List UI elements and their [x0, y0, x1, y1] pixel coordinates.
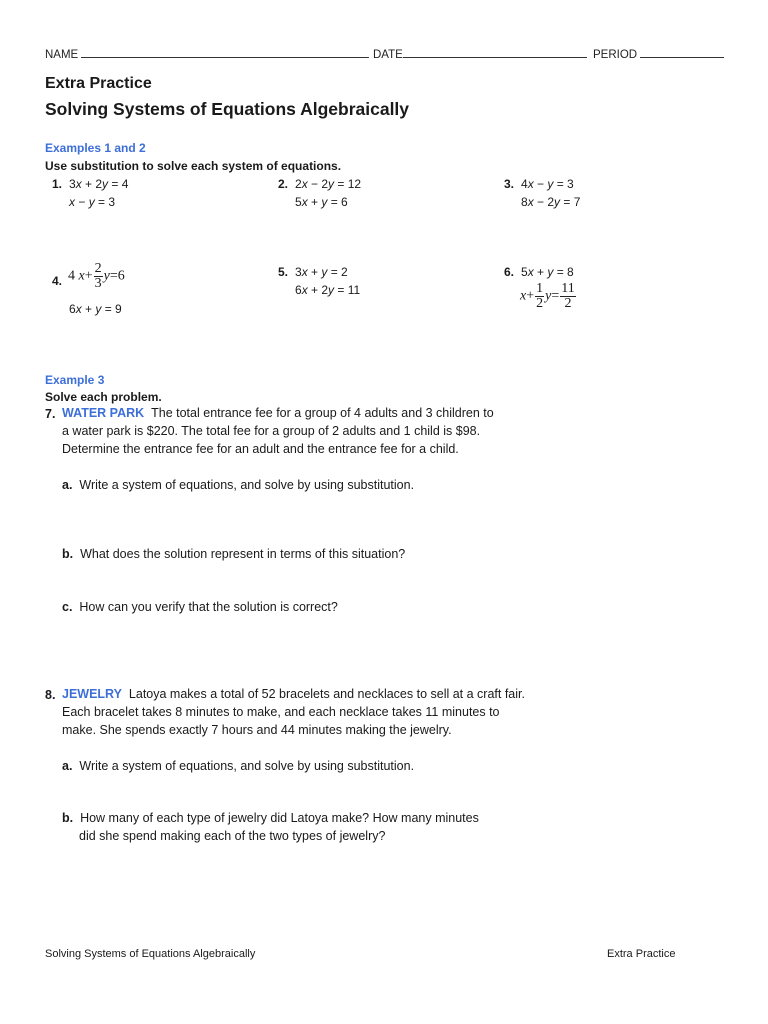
name-blank[interactable]: [81, 46, 369, 58]
problem-1-number: 1.: [52, 177, 63, 191]
problem-4-eq1: 4 x+ $\frac{2}{3}$ y=6: [68, 261, 125, 291]
fraction-one-half: $\frac{1}{2}$: [536, 281, 544, 311]
fraction-eleven-halves: $\frac{11}{2}$: [561, 281, 575, 311]
problem-3-eq2: 8x − 2y = 7: [521, 195, 581, 209]
problem-6-number: 6.: [504, 265, 515, 279]
examples-1-2-instruction: Use substitution to solve each system of equations.: [45, 159, 342, 173]
problem-7a: a. Write a system of equations, and solve by using substitution.: [62, 478, 415, 492]
period-blank[interactable]: [640, 46, 724, 58]
fraction-two-thirds: $\frac{2}{3}$: [94, 261, 102, 291]
problem-8b-line2: did she spend making each of the two types of jewelry?: [79, 829, 386, 843]
problem-6-eq2: x+ $\frac{1}{2}$ y= $\frac{11}{2}$: [520, 281, 575, 311]
worksheet-title: Solving Systems of Equations Algebraically: [45, 99, 410, 119]
problem-8-line1: JEWELRY Latoya makes a total of 52 bracelets and necklaces to sell at a craft fair.: [62, 687, 525, 701]
problem-8a: a. Write a system of equations, and solve by using substitution.: [62, 759, 415, 773]
problem-2-eq1: 2x − 2y = 12: [295, 177, 362, 191]
problem-7-number: 7.: [45, 407, 56, 421]
problem-7-line3: Determine the entrance fee for an adult and the entrance fee for a child.: [62, 442, 459, 456]
example-3-instruction: Solve each problem.: [45, 390, 162, 404]
problem-8-line2: Each bracelet takes 8 minutes to make, and each necklace takes 11 minutes to: [62, 705, 500, 719]
problem-7c: c. How can you verify that the solution is correct?: [62, 600, 338, 614]
footer-right: Extra Practice: [607, 948, 676, 960]
problem-2-eq2: 5x + y = 6: [295, 195, 348, 209]
problem-7b: b. What does the solution represent in terms of this situation?: [62, 547, 406, 561]
problem-3-eq1: 4x − y = 3: [521, 177, 574, 191]
problem-1-eq1: 3x + 2y = 4: [69, 177, 129, 191]
problem-2-number: 2.: [278, 177, 289, 191]
name-field[interactable]: [45, 46, 369, 61]
problem-7-topic: WATER PARK: [62, 406, 145, 420]
worksheet-type-title: Extra Practice: [45, 75, 152, 92]
problem-5-number: 5.: [278, 265, 289, 279]
problem-7-line1: WATER PARK The total entrance fee for a group of 4 adults and 3 children to: [62, 406, 494, 420]
problem-5-eq2: 6x + 2y = 11: [295, 283, 361, 297]
problem-7-line2: a water park is $220. The total fee for a group of 2 adults and 1 child is $98.: [62, 424, 481, 438]
problem-8b-line1: b. How many of each type of jewelry did Latoya make? How many minutes: [62, 811, 479, 825]
examples-1-2-heading: Examples 1 and 2: [45, 141, 146, 155]
footer-left: Solving Systems of Equations Algebraically: [45, 948, 256, 960]
period-field[interactable]: [593, 46, 724, 61]
problem-4-eq2: 6x + y = 9: [69, 302, 122, 316]
problem-3-number: 3.: [504, 177, 515, 191]
period-label: PERIOD: [593, 49, 638, 61]
problem-8-line3: make. She spends exactly 7 hours and 44 minutes making the jewelry.: [62, 723, 452, 737]
problem-6-eq1: 5x + y = 8: [521, 265, 574, 279]
problem-1-eq2: x − y = 3: [69, 195, 116, 209]
date-blank[interactable]: [403, 46, 587, 58]
example-3-heading: Example 3: [45, 373, 105, 387]
date-field[interactable]: [373, 46, 587, 61]
problem-5-eq1: 3x + y = 2: [295, 265, 348, 279]
problem-8-number: 8.: [45, 688, 56, 702]
date-label: DATE: [373, 49, 403, 61]
problem-8-topic: JEWELRY: [62, 687, 122, 701]
problem-4-number: 4.: [52, 274, 63, 288]
name-label: NAME: [45, 49, 79, 61]
